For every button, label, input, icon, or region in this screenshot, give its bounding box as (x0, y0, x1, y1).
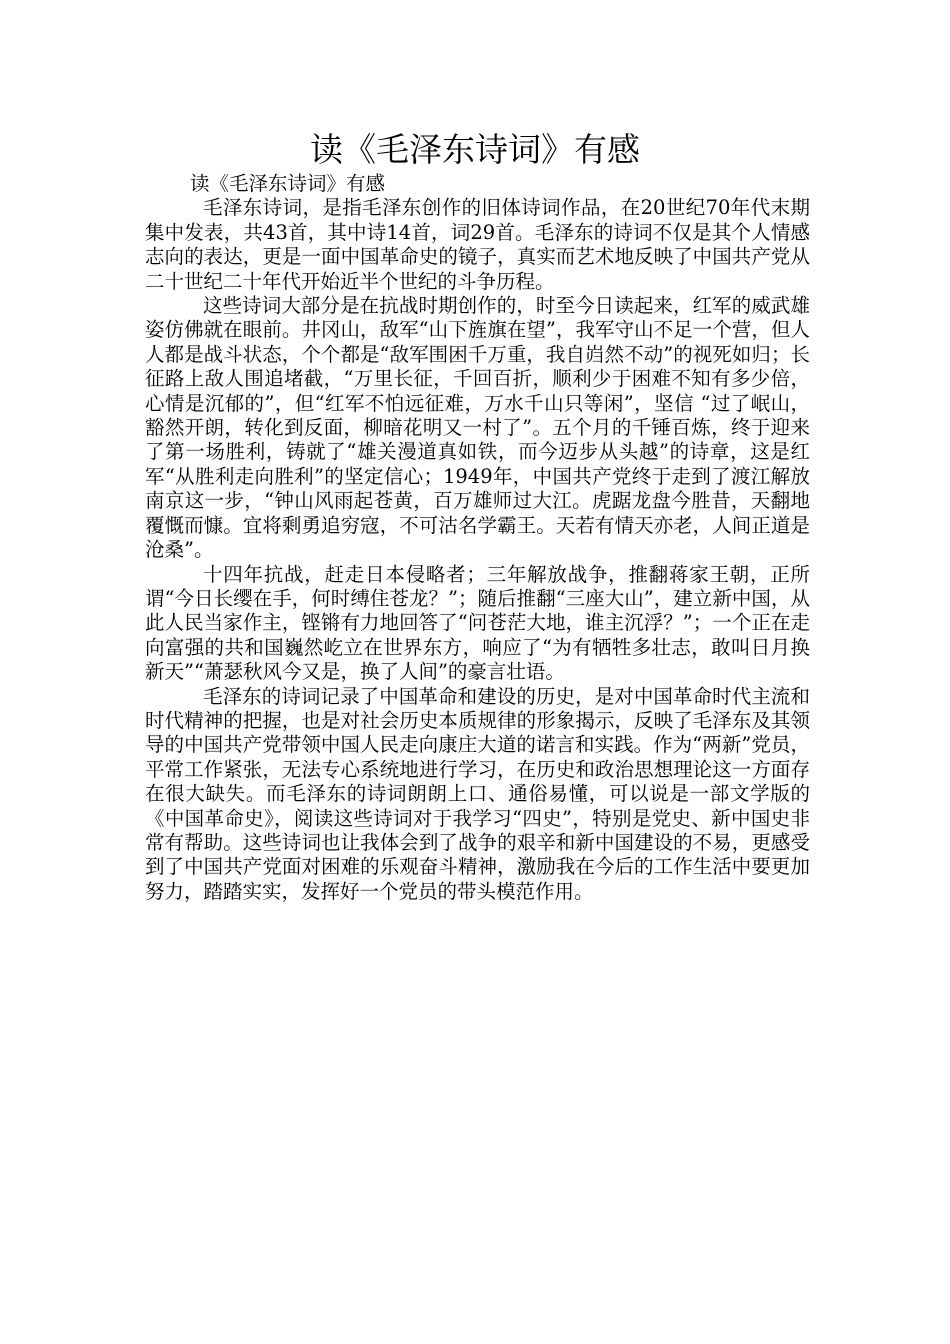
paragraph-3: 十四年抗战，赶走日本侵略者；三年解放战争，推翻蒋家王朝，正所谓“今日长缨在手，何时缚住苍龙？”；随后推翻“三座大山”，建立新中国，从此人民当家作主，铿锵有力地回答了“问苍茫大地，谁主沉浮？”；一个正在走向富强的共和国巍然屹立在世界东方，响应了“为有牺牲多壮志，敢叫日月换新天”“萧瑟秋风今又是，换了人间”的豪言壮语。 (145, 562, 810, 684)
document-subtitle: 读《毛泽东诗词》有感 (190, 172, 386, 195)
document-title: 读《毛泽东诗词》有感 (310, 130, 640, 169)
paragraph-1: 毛泽东诗词，是指毛泽东创作的旧体诗词作品，在20世纪70年代末期集中发表，共43首，其中诗14首，词29首。毛泽东的诗词不仅是其个人情感志向的表达，更是一面中国革命史的镜子，真实而艺术地反映了中国共产党从二十世纪二十年代开始近半个世纪的斗争历程。 (145, 196, 810, 293)
document-body (145, 172, 810, 904)
paragraph-4: 毛泽东的诗词记录了中国革命和建设的历史，是对中国革命时代主流和时代精神的把握，也是对社会历史本质规律的形象揭示，反映了毛泽东及其领导的中国共产党带领中国人民走向康庄大道的诺言和实践。作为“两新”党员，平常工作紧张，无法专心系统地进行学习，在历史和政治思想理论这一方面存在很大缺失。而毛泽东的诗词朗朗上口、通俗易懂，可以说是一部文学版的《中国革命史》，阅读这些诗词对于我学习“四史”，特别是党史、新中国史非常有帮助。这些诗词也让我体会到了战争的艰辛和新中国建设的不易，更感受到了中国共产党面对困难的乐观奋斗精神，激励我在今后的工作生活中要更加努力，踏踏实实，发挥好一个党员的带头模范作用。 (145, 684, 810, 903)
paragraph-2: 这些诗词大部分是在抗战时期创作的，时至今日读起来，红军的威武雄姿仿佛就在眼前。井冈山，敌军“山下旌旗在望”，我军守山不足一个营，但人人都是战斗状态，个个都是“敌军围困千万重，我自岿然不动”的视死如归；长征路上敌人围追堵截，“万里长征，千回百折，顺利少于困难不知有多少倍，心情是沉郁的”，但“红军不怕远征难，万水千山只等闲”，坚信 “过了岷山，豁然开朗，转化到反面，柳暗花明又一村了”。五个月的千锤百炼，终于迎来了第一场胜利，铸就了“雄关漫道真如铁，而今迈步从头越”的诗章，这是红军“从胜利走向胜利”的坚定信心；1949年，中国共产党终于走到了渡江解放南京这一步，“钟山风雨起苍黄，百万雄师过大江。虎踞龙盘今胜昔，天翻地覆慨而慷。宜将剩勇追穷寇，不可沽名学霸王。天若有情天亦老，人间正道是沧桑”。 (145, 294, 810, 562)
